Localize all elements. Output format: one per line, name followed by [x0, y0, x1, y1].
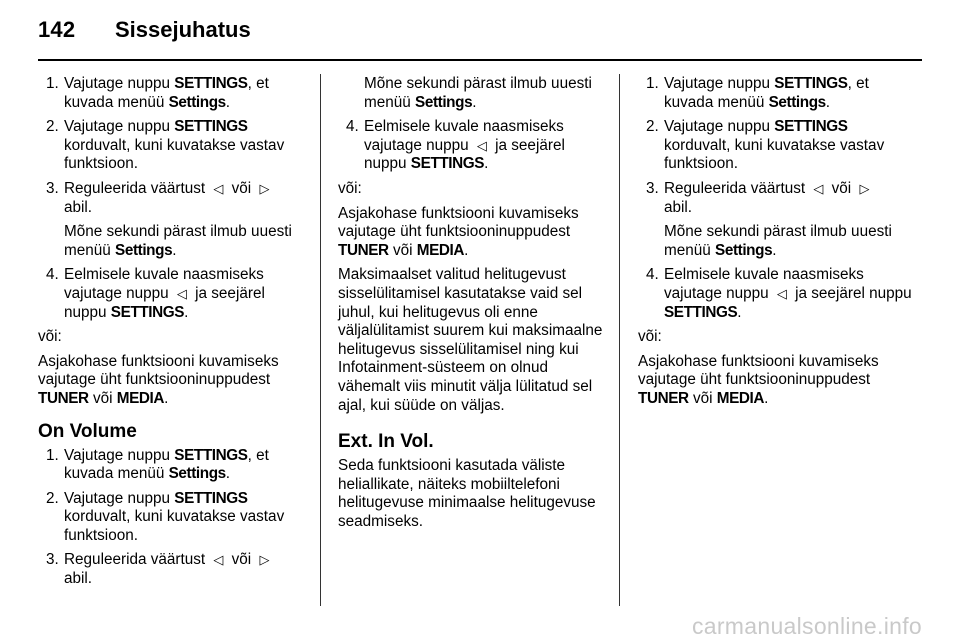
list-item: 2. Vajutage nuppu SETTINGS korduvalt, kuni kuvatakse vastav funktsioon. [646, 118, 885, 173]
or-text: või: [638, 328, 662, 346]
column-1 [38, 75, 306, 595]
list-item: 4. Eelmisele kuvale naasmiseks vajutage nuppu ◁ ja seejärel nuppu SETTINGS. [346, 118, 565, 173]
column-divider-2 [619, 74, 620, 606]
alternative-text: Asjakohase funktsiooni kuvamiseks vajutage üht funktsiooninuppudest TUNER või MEDIA. [338, 204, 579, 259]
left-triangle-icon: ◁ [176, 285, 187, 301]
right-triangle-icon: ▷ [259, 552, 270, 568]
continued-steps-list [338, 118, 608, 174]
list-item: 2. Vajutage nuppu SETTINGS korduvalt, kuni kuvatakse vastav funktsioon. [46, 489, 285, 544]
alternative-text: Asjakohase funktsiooni kuvamiseks vajutage üht funktsiooninuppudest TUNER või MEDIA. [38, 352, 279, 407]
list-item: 2. Vajutage nuppu SETTINGS korduvalt, kuni kuvatakse vastav funktsioon. [46, 118, 285, 173]
page-number: 142 [38, 17, 76, 42]
list-item: 1. Vajutage nuppu SETTINGS, et kuvada menüü Settings. [46, 446, 269, 483]
list-item: 3. Reguleerida väärtust ◁ või ▷ abil. Mõne sekundi pärast ilmub uuesti menüü Settings. [46, 179, 292, 259]
left-triangle-icon: ◁ [213, 552, 224, 568]
page-header [0, 0, 960, 62]
list-item: 4. Eelmisele kuvale naasmiseks vajutage nuppu ◁ ja seejärel nuppu SETTINGS. [646, 266, 912, 321]
or-text: või: [338, 179, 362, 197]
ext-in-vol-description: Seda funktsiooni kasutada väliste heliallikate, näiteks mobiiltelefoni helitugevuse minimaalse helitugevuse seadmiseks. [338, 457, 596, 530]
list-item: 4. Eelmisele kuvale naasmiseks vajutage nuppu ◁ ja seejärel nuppu SETTINGS. [46, 266, 265, 321]
right-triangle-icon: ▷ [859, 180, 870, 196]
column-divider-1 [320, 74, 321, 606]
watermark: carmanualsonline.info [691, 613, 922, 639]
list-item: 1. Vajutage nuppu SETTINGS, et kuvada menüü Settings. [646, 75, 869, 111]
right-triangle-icon: ▷ [259, 180, 270, 196]
or-text: või: [38, 328, 62, 346]
list-item: 3. Reguleerida väärtust ◁ või ▷ abil. [38, 551, 306, 588]
on-volume-steps-list [38, 447, 306, 589]
continued-text: Mõne sekundi pärast ilmub uuesti menüü Settings. [364, 75, 592, 111]
page-title: Sissejuhatus [115, 17, 251, 42]
section-heading-on-volume: On Volume [38, 420, 137, 442]
list-item: 1. Vajutage nuppu SETTINGS, et kuvada menüü Settings. [46, 75, 269, 111]
column-2 [338, 75, 608, 537]
column-3 [638, 75, 918, 415]
ext-in-vol-steps-list [638, 75, 918, 322]
header-divider [38, 59, 922, 61]
alternative-text: Asjakohase funktsiooni kuvamiseks vajutage üht funktsiooninuppudest TUNER või MEDIA. [638, 352, 879, 407]
settings-steps-list [38, 75, 306, 322]
list-item: 3. Reguleerida väärtust ◁ või ▷ abil. Mõne sekundi pärast ilmub uuesti menüü Settings. [646, 179, 892, 259]
max-volume-paragraph: Maksimaalset valitud helitugevust sisselülitamisel kasutatakse vaid sel juhul, kui helitugevus oli enne väljalülitamist suurem kui maksimaalne helitugevus sisselülitamisel ning kui Infotainment-süsteem on olnud vähemalt viis minutit välja lülitatud sel ajal, kui süüde on väljas. [338, 266, 603, 414]
section-heading-ext-in-vol: Ext. In Vol. [338, 431, 434, 453]
left-triangle-icon: ◁ [813, 180, 824, 196]
left-triangle-icon: ◁ [776, 285, 787, 301]
left-triangle-icon: ◁ [213, 180, 224, 196]
left-triangle-icon: ◁ [476, 137, 487, 153]
